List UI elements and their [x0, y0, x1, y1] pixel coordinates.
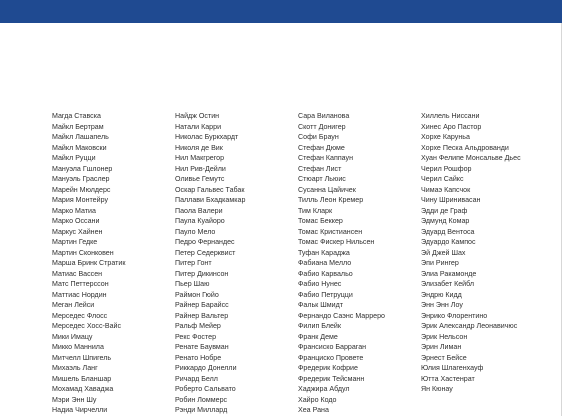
name-entry: Чину Шринивасан [421, 196, 481, 204]
name-entry: Мануэль Граслер [52, 175, 110, 183]
name-entry: Тилль Леон Кремер [298, 196, 364, 204]
name-entry: Эндрю Кидд [421, 290, 462, 299]
name-entry: Энн Энн Лоу [421, 301, 463, 309]
name-entry: Питер Дикинсон [175, 269, 229, 278]
name-entry: Стефан Лист [298, 164, 342, 173]
name-entry: Матс Петтерссон [52, 280, 109, 288]
name-entry: Роберто Сальвато [175, 385, 236, 393]
name-entry: Надиа Чирчелли [52, 406, 108, 414]
name-entry: Фредерик Кофрие [298, 364, 358, 372]
name-entry: Ренате Баувман [175, 343, 229, 351]
name-entry: Элизабет Кейбл [421, 280, 474, 288]
name-entry: Паула Куайоро [175, 217, 225, 225]
name-entry: Фабио Петруцци [298, 290, 353, 299]
name-entry: Марейн Мюлдерс [52, 185, 111, 194]
name-entry: Оскар Гальвес Табак [175, 185, 245, 194]
name-entry: Стюарт Льюис [298, 175, 346, 183]
name-entry: Сара Виланова [298, 112, 350, 120]
name-entry: Майкл Бертрам [52, 122, 104, 131]
name-entry: Марко Оссани [52, 217, 100, 225]
name-entry: Ренато Нобре [175, 353, 222, 362]
name-entry: Черил Рошфор [421, 164, 472, 173]
name-entry: Тим Кларк [298, 206, 333, 215]
name-entry: Чимаэ Капсчок [421, 185, 471, 194]
name-entry: Филип Блейк [298, 322, 341, 330]
names-list [0, 111, 562, 416]
name-entry: Софи Браун [298, 133, 339, 141]
name-entry: Робин Ломмерс [175, 395, 228, 404]
name-entry: Паола Валери [175, 206, 223, 215]
name-entry: Черил Сайкс [421, 175, 464, 183]
header-band [0, 0, 562, 23]
name-entry: Эдуардо Кампос [421, 238, 476, 246]
name-entry: Фредерик Тейсманн [298, 374, 365, 383]
name-entry: Мохамад Хаваджа [52, 385, 114, 393]
name-entry: Томас Фискер Нильсен [298, 238, 375, 246]
name-entry: Эпи Рингер [421, 259, 459, 267]
name-entry: Меган Лейси [52, 301, 95, 309]
name-entry: Фабио Карвальо [298, 269, 353, 278]
name-entry: Франсиско Барраган [298, 343, 367, 351]
name-entry: Николя де Вик [175, 143, 223, 152]
name-entry: Магда Ставска [52, 112, 101, 120]
name-entry: Стефан Дюме [298, 143, 345, 152]
name-entry: Майкл Лашапель [52, 133, 109, 141]
name-entry: Оливье Гемутс [175, 175, 225, 183]
names-column-3 [298, 111, 422, 416]
name-entry: Марко Матиа [52, 206, 96, 215]
name-entry: Фернандо Саэнс Марреро [298, 311, 385, 320]
name-entry: Туфан Караджа [298, 248, 350, 257]
name-entry: Майкл Маковски [52, 143, 107, 152]
name-entry: Хинес Аро Пастор [421, 122, 482, 131]
name-entry: Натали Карри [175, 122, 222, 131]
name-entry: Мартин Гедке [52, 238, 98, 246]
name-entry: Раймон Гюйо [175, 290, 219, 299]
name-entry: Райнер Вальтер [175, 311, 229, 320]
name-entry: Рэнди Миллард [175, 406, 228, 414]
name-entry: Ян Кюнау [421, 385, 453, 393]
name-entry: Митчелл Шпигель [52, 353, 112, 362]
name-entry: Томас Беккер [298, 217, 343, 225]
names-column-1 [52, 111, 176, 416]
name-entry: Паллави Бхадкамкар [175, 196, 246, 204]
name-entry: Микко Маннила [52, 343, 104, 351]
name-entry: Стефан Каппаун [298, 154, 353, 162]
name-entry: Риккардо Донелли [175, 364, 237, 372]
name-entry: Мишель Бланшар [52, 374, 112, 383]
name-entry: Пауло Мело [175, 227, 216, 236]
name-entry: Юлия Шлагенхауф [421, 364, 484, 372]
name-entry: Томас Кристиансен [298, 227, 363, 236]
name-entry: Мерседес Флосс [52, 311, 108, 320]
name-entry: Петер Седерквист [175, 248, 236, 257]
name-entry: Найдж Остин [175, 112, 220, 120]
name-entry: Франциско Провете [298, 353, 364, 362]
name-entry: Мануэла Гшлонер [52, 164, 113, 173]
name-entry: Фабио Нунес [298, 280, 342, 288]
name-entry: Элиа Ракамонде [421, 269, 477, 278]
name-entry: Энрико Флорентино [421, 311, 488, 320]
name-entry: Нил Рив-Дейли [175, 164, 226, 173]
name-entry: Эрик Нельсон [421, 332, 468, 341]
name-entry: Эй Джей Шах [421, 248, 466, 257]
name-entry: Эрин Лиман [421, 343, 462, 351]
names-column-4 [421, 111, 545, 395]
name-entry: Райнер Барайсс [175, 301, 229, 309]
name-entry: Эдуард Вентоса [421, 227, 475, 236]
name-entry: Фальк Шмидт [298, 301, 343, 309]
name-entry: Мария Монтейру [52, 196, 108, 204]
name-entry: Пьер Шаю [175, 280, 210, 288]
name-entry: Эрик Александр Леонавичюс [421, 322, 518, 330]
name-entry: Скотт Донигер [298, 122, 346, 131]
name-entry: Эдди де Граф [421, 206, 468, 215]
name-entry: Хорхе Каруньа [421, 133, 470, 141]
name-entry: Майкл Руцци [52, 154, 96, 162]
name-entry: Мартин Сконковен [52, 248, 114, 257]
name-entry: Мики Имацу [52, 332, 93, 341]
name-entry: Эрнест Бейсе [421, 353, 467, 362]
name-entry: Фабиана Мелло [298, 259, 352, 267]
name-entry: Мерседес Хосс-Вайс [52, 322, 122, 330]
name-entry: Франк Деме [298, 332, 338, 341]
name-entry: Хаджира Абдул [298, 385, 350, 393]
name-entry: Нил Макгрегор [175, 154, 225, 162]
names-column-2 [175, 111, 299, 416]
name-entry: Ютта Хастенрат [421, 374, 475, 383]
name-entry: Маттиас Нордин [52, 290, 107, 299]
name-entry: Хайро Кодо [298, 395, 337, 404]
name-entry: Ральф Мейер [175, 322, 221, 330]
name-entry: Николас Буркхардт [175, 133, 239, 141]
name-entry: Рекс Фостер [175, 332, 217, 341]
name-entry: Сусанна Цайичек [298, 185, 356, 194]
name-entry: Хуан Фелипе Монсальве Дьес [421, 154, 521, 162]
name-entry: Питер Гонт [175, 259, 212, 267]
name-entry: Маркус Хайнен [52, 227, 103, 236]
name-entry: Марша Бринк Стратик [52, 259, 126, 267]
name-entry: Хорхе Песка Альдрованди [421, 143, 509, 152]
name-entry: Хиллель Ниссани [421, 112, 480, 120]
name-entry: Михаэль Ланг [52, 364, 98, 372]
name-entry: Мэри Энн Шу [52, 395, 97, 404]
name-entry: Хеа Рана [298, 406, 329, 414]
name-entry: Эдмунд Комар [421, 217, 470, 225]
name-entry: Педро Фернандес [175, 238, 235, 246]
name-entry: Матиас Вассен [52, 269, 103, 278]
name-entry: Ричард Белл [175, 374, 218, 383]
